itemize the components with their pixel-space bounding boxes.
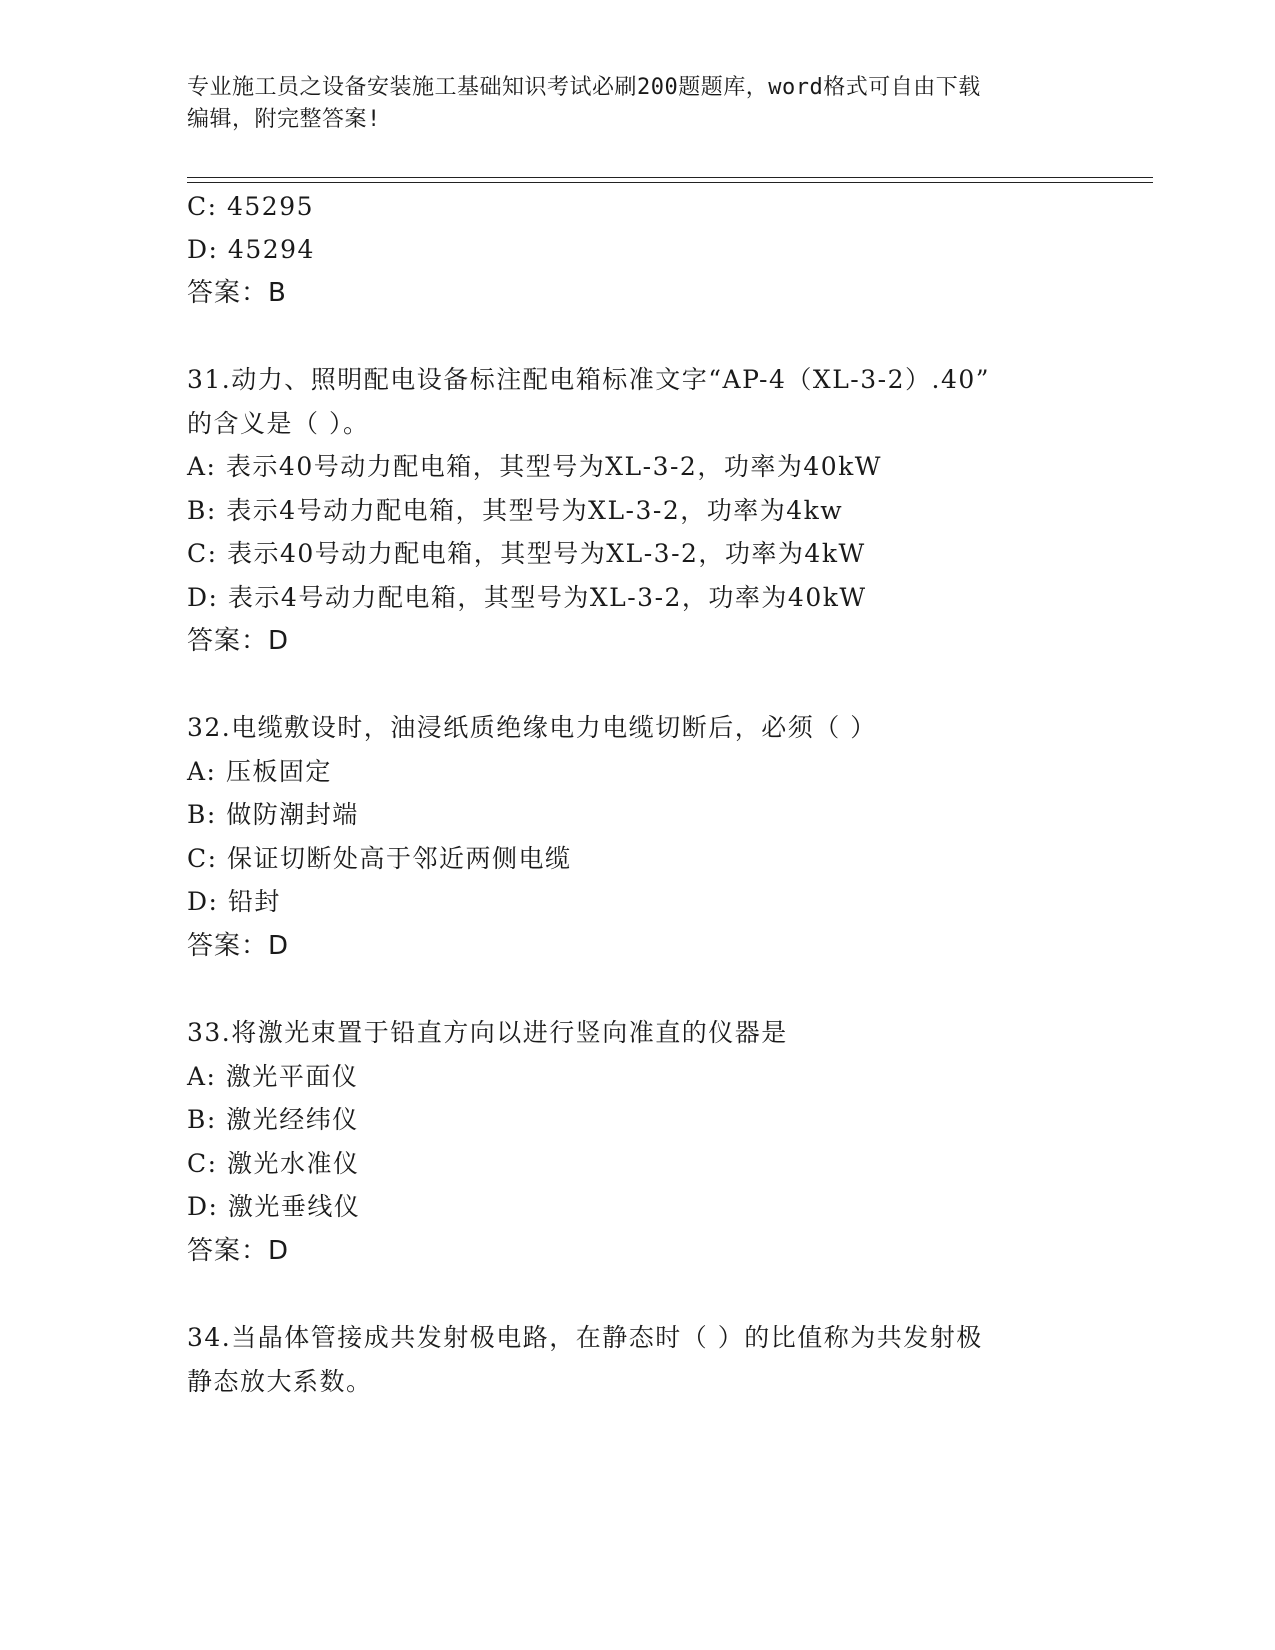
q33-option-a: A: 激光平面仪: [187, 1062, 359, 1091]
q31-stem-line-1: 31.动力、照明配电设备标注配电箱标准文字“AP-4（XL-3-2）.40”: [187, 365, 991, 394]
prev-option-d: D: 45294: [187, 235, 315, 264]
q32-option-b: B: 做防潮封端: [187, 800, 359, 829]
q32-option-a: A: 压板固定: [187, 757, 332, 786]
header-divider-top: [187, 177, 1153, 178]
q32-option-d: D: 铅封: [187, 887, 281, 916]
prev-answer: 答案：B: [187, 278, 287, 308]
q31-stem-line-2: 的含义是（ ）。: [187, 409, 370, 438]
prev-option-c: C: 45295: [187, 192, 315, 221]
q31-option-d: D: 表示4号动力配电箱，其型号为XL-3-2，功率为40kW: [187, 583, 867, 612]
header-title-line-2: 编辑，附完整答案!: [187, 107, 381, 132]
header-title-line-1: 专业施工员之设备安装施工基础知识考试必刷200题题库，word格式可自由下载: [187, 75, 981, 100]
q33-option-d: D: 激光垂线仪: [187, 1192, 361, 1221]
q33-stem-line-1: 33.将激光束置于铅直方向以进行竖向准直的仪器是: [187, 1018, 788, 1047]
q33-option-b: B: 激光经纬仪: [187, 1105, 359, 1134]
q31-answer: 答案：D: [187, 626, 290, 656]
q31-option-a: A: 表示40号动力配电箱，其型号为XL-3-2，功率为40kW: [187, 452, 882, 481]
q34-stem-line-2: 静态放大系数。: [187, 1367, 373, 1396]
q31-option-c: C: 表示40号动力配电箱，其型号为XL-3-2，功率为4kW: [187, 539, 866, 568]
q33-option-c: C: 激光水准仪: [187, 1149, 360, 1178]
q32-stem-line-1: 32.电缆敷设时，油浸纸质绝缘电力电缆切断后，必须（ ）: [187, 713, 877, 742]
q32-answer: 答案：D: [187, 931, 290, 961]
header-divider-bottom: [187, 182, 1153, 183]
q33-answer: 答案：D: [187, 1236, 290, 1266]
page-header: [187, 72, 1067, 136]
q34-stem-line-1: 34.当晶体管接成共发射极电路，在静态时（ ）的比值称为共发射极: [187, 1323, 983, 1352]
q32-option-c: C: 保证切断处高于邻近两侧电缆: [187, 844, 572, 873]
q31-option-b: B: 表示4号动力配电箱，其型号为XL-3-2，功率为4kw: [187, 496, 844, 525]
